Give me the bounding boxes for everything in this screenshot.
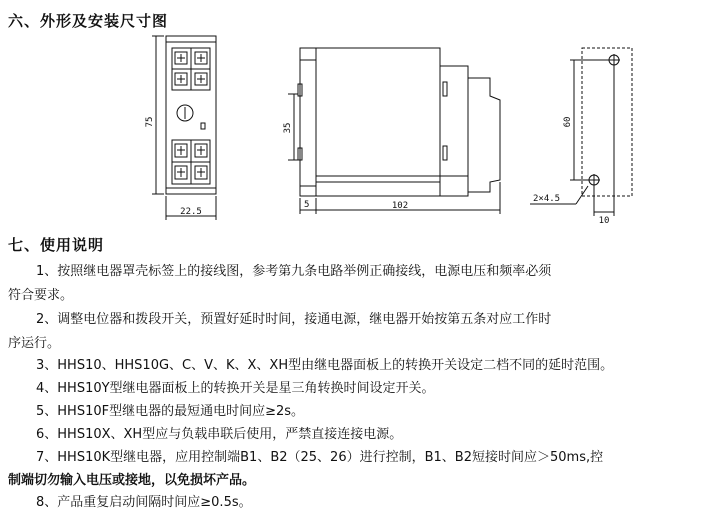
dim-60-label: 60 [563,116,573,128]
dim-10-label: 10 [598,216,610,225]
item-7-line-1: 7、HHS10K型继电器，应用控制端B1、B2（25、26）进行控制，B1、B2短接时间应＞50ms,控 [36,450,604,465]
item-4: 4、HHS10Y型继电器面板上的转换开关是星三角转换时间设定开关。 [36,381,435,396]
item-1-line-1: 1、按照继电器罩壳标签上的接线图，参考第九条电路举例正确接线，电源电压和频率必须 [36,264,552,279]
front-view [152,36,216,220]
mounting-view [530,48,632,216]
side-view [288,48,500,214]
item-1-line-2: 符合要求。 [8,288,74,303]
item-2-line-2: 序运行。 [8,336,61,351]
dim-75-label: 75 [145,116,155,128]
item-7-line-2: 制端切勿输入电压或接地，以免损坏产品。 [8,473,256,488]
item-8: 8、产品重复启动间隔时间应≥0.5s。 [36,495,252,510]
dim-holes-label: 2×4.5 [533,194,561,204]
dim-5-label: 5 [304,200,310,210]
item-5: 5、HHS10F型继电器的最短通电时间应≥2s。 [36,404,305,419]
item-3: 3、HHS10、HHS10G、C、V、K、X、XH型由继电器面板上的转换开关设定二档不同的延时范围。 [36,358,614,373]
dimension-drawings [0,30,714,225]
section-6-heading: 六、外形及安装尺寸图 [8,12,169,30]
item-6: 6、HHS10X、XH型应与负载串联后使用，严禁直接连接电源。 [36,427,403,442]
dim-22-5-label: 22.5 [180,207,202,217]
dim-35-label: 35 [283,122,293,134]
item-2-line-1: 2、调整电位器和拨段开关，预置好延时时间，接通电源，继电器开始按第五条对应工作时 [36,312,552,327]
section-7-heading: 七、使用说明 [8,236,105,254]
dim-102-label: 102 [391,201,409,211]
